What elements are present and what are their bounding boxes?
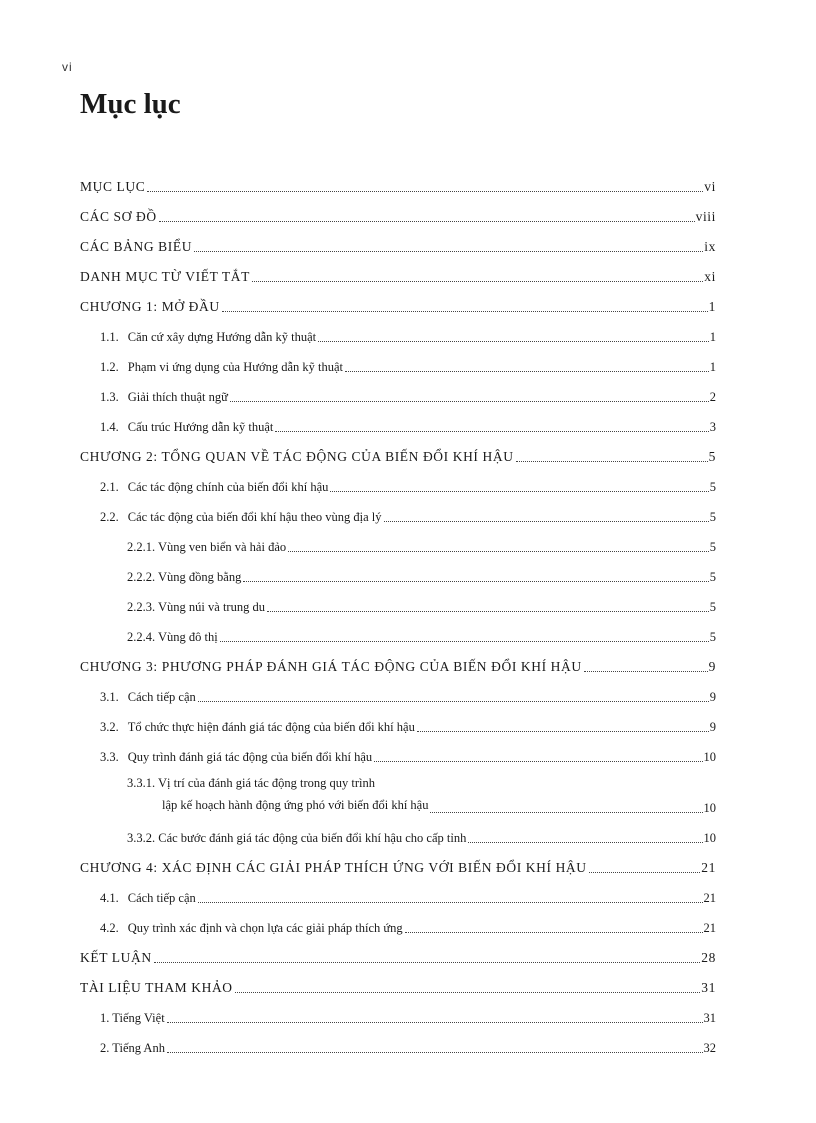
toc-dot-leader	[159, 221, 695, 222]
toc-entry[interactable]	[80, 171, 716, 201]
toc-dot-leader	[468, 842, 702, 843]
toc-entry-label: KẾT LUẬN	[80, 950, 152, 965]
toc-dot-leader	[405, 932, 703, 933]
toc-entry-page: 28	[701, 950, 716, 965]
toc-entry-label: 2.2.4. Vùng đô thị	[127, 630, 218, 644]
toc-entry-page: 1	[709, 330, 716, 344]
toc-entry-label	[100, 720, 415, 735]
toc-entry-page: 2	[709, 390, 716, 404]
toc-entry-label: 2.2.3. Vùng núi và trung du	[127, 600, 265, 614]
toc-entry-page: 3	[709, 420, 716, 434]
toc-entry-page: 9	[708, 659, 716, 674]
toc-entry-text: Phạm vi ứng dụng của Hướng dẫn kỹ thuật	[127, 360, 344, 374]
toc-entry-text: Cách tiếp cận	[127, 891, 196, 905]
toc-dot-leader	[222, 311, 708, 312]
toc-entry-page: 5	[708, 449, 716, 464]
toc-entry[interactable]	[80, 912, 716, 942]
toc-entry-page: 1	[708, 299, 716, 314]
toc-entry-label	[100, 480, 328, 495]
toc-dot-leader	[589, 872, 701, 873]
toc-entry-number: 4.1.	[100, 891, 119, 905]
toc-dot-leader	[194, 251, 703, 252]
toc-entry[interactable]	[80, 411, 716, 441]
toc-entry[interactable]	[80, 1002, 716, 1032]
toc-entry[interactable]	[80, 651, 716, 681]
toc-entry-page: 9	[709, 720, 716, 734]
toc-entry-page: 10	[703, 831, 716, 845]
toc-entry-number: 3.3.	[100, 750, 119, 764]
toc-entry[interactable]	[80, 882, 716, 912]
toc-dot-leader	[374, 761, 702, 762]
toc-dot-leader	[147, 191, 703, 192]
toc-dot-leader	[230, 401, 709, 402]
toc-entry-number: 2.1.	[100, 480, 119, 494]
toc-entry-number: 1.1.	[100, 330, 119, 344]
toc-entry-page: viii	[695, 209, 716, 224]
toc-entry-label	[100, 891, 196, 906]
toc-entry-text: Cách tiếp cận	[127, 690, 196, 704]
toc-entry-text: Các tác động của biến đổi khí hậu theo vùng địa lý	[127, 510, 382, 524]
toc-entry-label: 2.2.1. Vùng ven biển và hải đảo	[127, 540, 287, 554]
toc-entry-label: 2.2.2. Vùng đồng bằng	[127, 570, 242, 584]
toc-entry-number: 1.2.	[100, 360, 119, 374]
toc-entry[interactable]	[80, 711, 716, 741]
toc-entry[interactable]	[80, 291, 716, 321]
toc-entry[interactable]	[80, 1032, 716, 1062]
toc-entry[interactable]	[80, 741, 716, 771]
toc-entry-label: CHƯƠNG 4: XÁC ĐỊNH CÁC GIẢI PHÁP THÍCH ỨNG VỚI BIẾN ĐỔI KHÍ HẬU	[80, 860, 587, 875]
toc-entry-page: 5	[709, 540, 716, 554]
page-number: vi	[62, 60, 73, 74]
toc-dot-leader	[318, 341, 709, 342]
toc-entry[interactable]	[80, 351, 716, 381]
page-title: Mục lục	[80, 88, 181, 120]
toc-entry-label	[100, 420, 273, 435]
toc-entry-label: CÁC BẢNG BIỂU	[80, 239, 193, 254]
toc-entry-page: xi	[704, 269, 716, 284]
toc-dot-leader	[220, 641, 709, 642]
toc-entry-label	[127, 772, 428, 816]
toc-entry-label: CHƯƠNG 3: PHƯƠNG PHÁP ĐÁNH GIÁ TÁC ĐỘNG CỦA BIẾN ĐỔI KHÍ HẬU	[80, 659, 582, 674]
toc-entry[interactable]	[80, 771, 716, 822]
toc-entry[interactable]	[80, 471, 716, 501]
toc-entry-label: 1. Tiếng Việt	[100, 1011, 165, 1025]
toc-entry-text-line2: lập kế hoạch hành động ứng phó với biến đổi khí hậu	[162, 798, 429, 812]
toc-dot-leader	[288, 551, 709, 552]
toc-entry[interactable]	[80, 681, 716, 711]
toc-dot-leader	[275, 431, 708, 432]
toc-entry-number: 3.2.	[100, 720, 119, 734]
toc-entry-text: Căn cứ xây dựng Hướng dẫn kỹ thuật	[127, 330, 317, 344]
toc-entry-label: CHƯƠNG 2: TỔNG QUAN VỀ TÁC ĐỘNG CỦA BIẾN ĐỔI KHÍ HẬU	[80, 449, 514, 464]
toc-dot-leader	[330, 491, 708, 492]
toc-entry-label: CÁC SƠ ĐỒ	[80, 209, 157, 224]
toc-entry-page: 32	[703, 1041, 716, 1055]
toc-dot-leader	[235, 992, 701, 993]
toc-dot-leader	[516, 461, 708, 462]
toc-entry-label: DANH MỤC TỪ VIẾT TẮT	[80, 269, 250, 284]
toc-entry-text-line1: 3.3.1. Vị trí của đánh giá tác động trong quy trình	[127, 776, 375, 790]
toc-dot-leader	[198, 701, 709, 702]
toc-entry-page: 10	[703, 801, 716, 815]
toc-entry[interactable]	[80, 201, 716, 231]
toc-entry-number: 1.3.	[100, 390, 119, 404]
toc-entry[interactable]	[80, 942, 716, 972]
toc-entry-page: vi	[704, 179, 716, 194]
toc-entry-label: MỤC LỤC	[80, 179, 146, 194]
toc-entry-number: 3.1.	[100, 690, 119, 704]
table-of-contents	[80, 171, 716, 1062]
toc-entry-label	[100, 750, 372, 765]
toc-dot-leader	[252, 281, 703, 282]
toc-entry-label	[100, 390, 228, 405]
toc-dot-leader	[167, 1022, 703, 1023]
toc-entry[interactable]	[80, 591, 716, 621]
toc-entry-label	[100, 330, 316, 345]
toc-entry[interactable]	[80, 531, 716, 561]
toc-entry-page: 10	[703, 750, 716, 764]
toc-entry[interactable]	[80, 561, 716, 591]
toc-entry-label: 3.3.2. Các bước đánh giá tác động của biến đổi khí hậu cho cấp tỉnh	[127, 831, 467, 845]
toc-dot-leader	[384, 521, 709, 522]
toc-dot-leader	[154, 962, 701, 963]
toc-entry-page: 5	[709, 570, 716, 584]
toc-entry-label	[100, 921, 403, 936]
toc-dot-leader	[267, 611, 709, 612]
toc-entry-page: 21	[703, 891, 716, 905]
toc-entry-page: 21	[701, 860, 716, 875]
toc-entry[interactable]	[80, 261, 716, 291]
toc-entry-text: Quy trình xác định và chọn lựa các giải pháp thích ứng	[127, 921, 403, 935]
toc-entry-label	[100, 510, 382, 525]
toc-entry[interactable]	[80, 822, 716, 852]
toc-entry-label: 2. Tiếng Anh	[100, 1041, 165, 1055]
toc-entry[interactable]	[80, 852, 716, 882]
toc-entry-page: 21	[703, 921, 716, 935]
toc-entry[interactable]	[80, 621, 716, 651]
toc-entry-page: 9	[709, 690, 716, 704]
toc-dot-leader	[167, 1052, 703, 1053]
toc-entry-page: 1	[709, 360, 716, 374]
toc-entry-number: 1.4.	[100, 420, 119, 434]
toc-dot-leader	[243, 581, 708, 582]
toc-entry-text: Các tác động chính của biến đổi khí hậu	[127, 480, 329, 494]
toc-entry-text: Cấu trúc Hướng dẫn kỹ thuật	[127, 420, 274, 434]
toc-entry[interactable]	[80, 381, 716, 411]
toc-dot-leader	[417, 731, 709, 732]
toc-dot-leader	[198, 902, 703, 903]
toc-entry[interactable]	[80, 501, 716, 531]
toc-entry-label	[100, 360, 343, 375]
toc-entry-page: 31	[703, 1011, 716, 1025]
toc-entry[interactable]	[80, 972, 716, 1002]
toc-entry-number: 4.2.	[100, 921, 119, 935]
toc-entry-text: Quy trình đánh giá tác động của biến đổi khí hậu	[127, 750, 373, 764]
toc-entry[interactable]	[80, 231, 716, 261]
toc-entry-page: 5	[709, 630, 716, 644]
toc-entry-text: Giải thích thuật ngữ	[127, 390, 228, 404]
toc-entry[interactable]	[80, 321, 716, 351]
toc-entry-text: Tổ chức thực hiện đánh giá tác động của biến đổi khí hậu	[127, 720, 415, 734]
toc-entry-page: ix	[704, 239, 716, 254]
toc-dot-leader	[430, 812, 702, 813]
toc-entry-page: 5	[709, 510, 716, 524]
toc-entry-page: 5	[709, 600, 716, 614]
toc-entry-label: TÀI LIỆU THAM KHẢO	[80, 980, 233, 995]
toc-entry-number: 2.2.	[100, 510, 119, 524]
toc-entry-label: CHƯƠNG 1: MỞ ĐẦU	[80, 299, 220, 314]
toc-entry-label	[100, 690, 196, 705]
toc-dot-leader	[345, 371, 709, 372]
toc-dot-leader	[584, 671, 708, 672]
toc-entry-page: 31	[701, 980, 716, 995]
toc-entry-page: 5	[709, 480, 716, 494]
toc-entry[interactable]	[80, 441, 716, 471]
